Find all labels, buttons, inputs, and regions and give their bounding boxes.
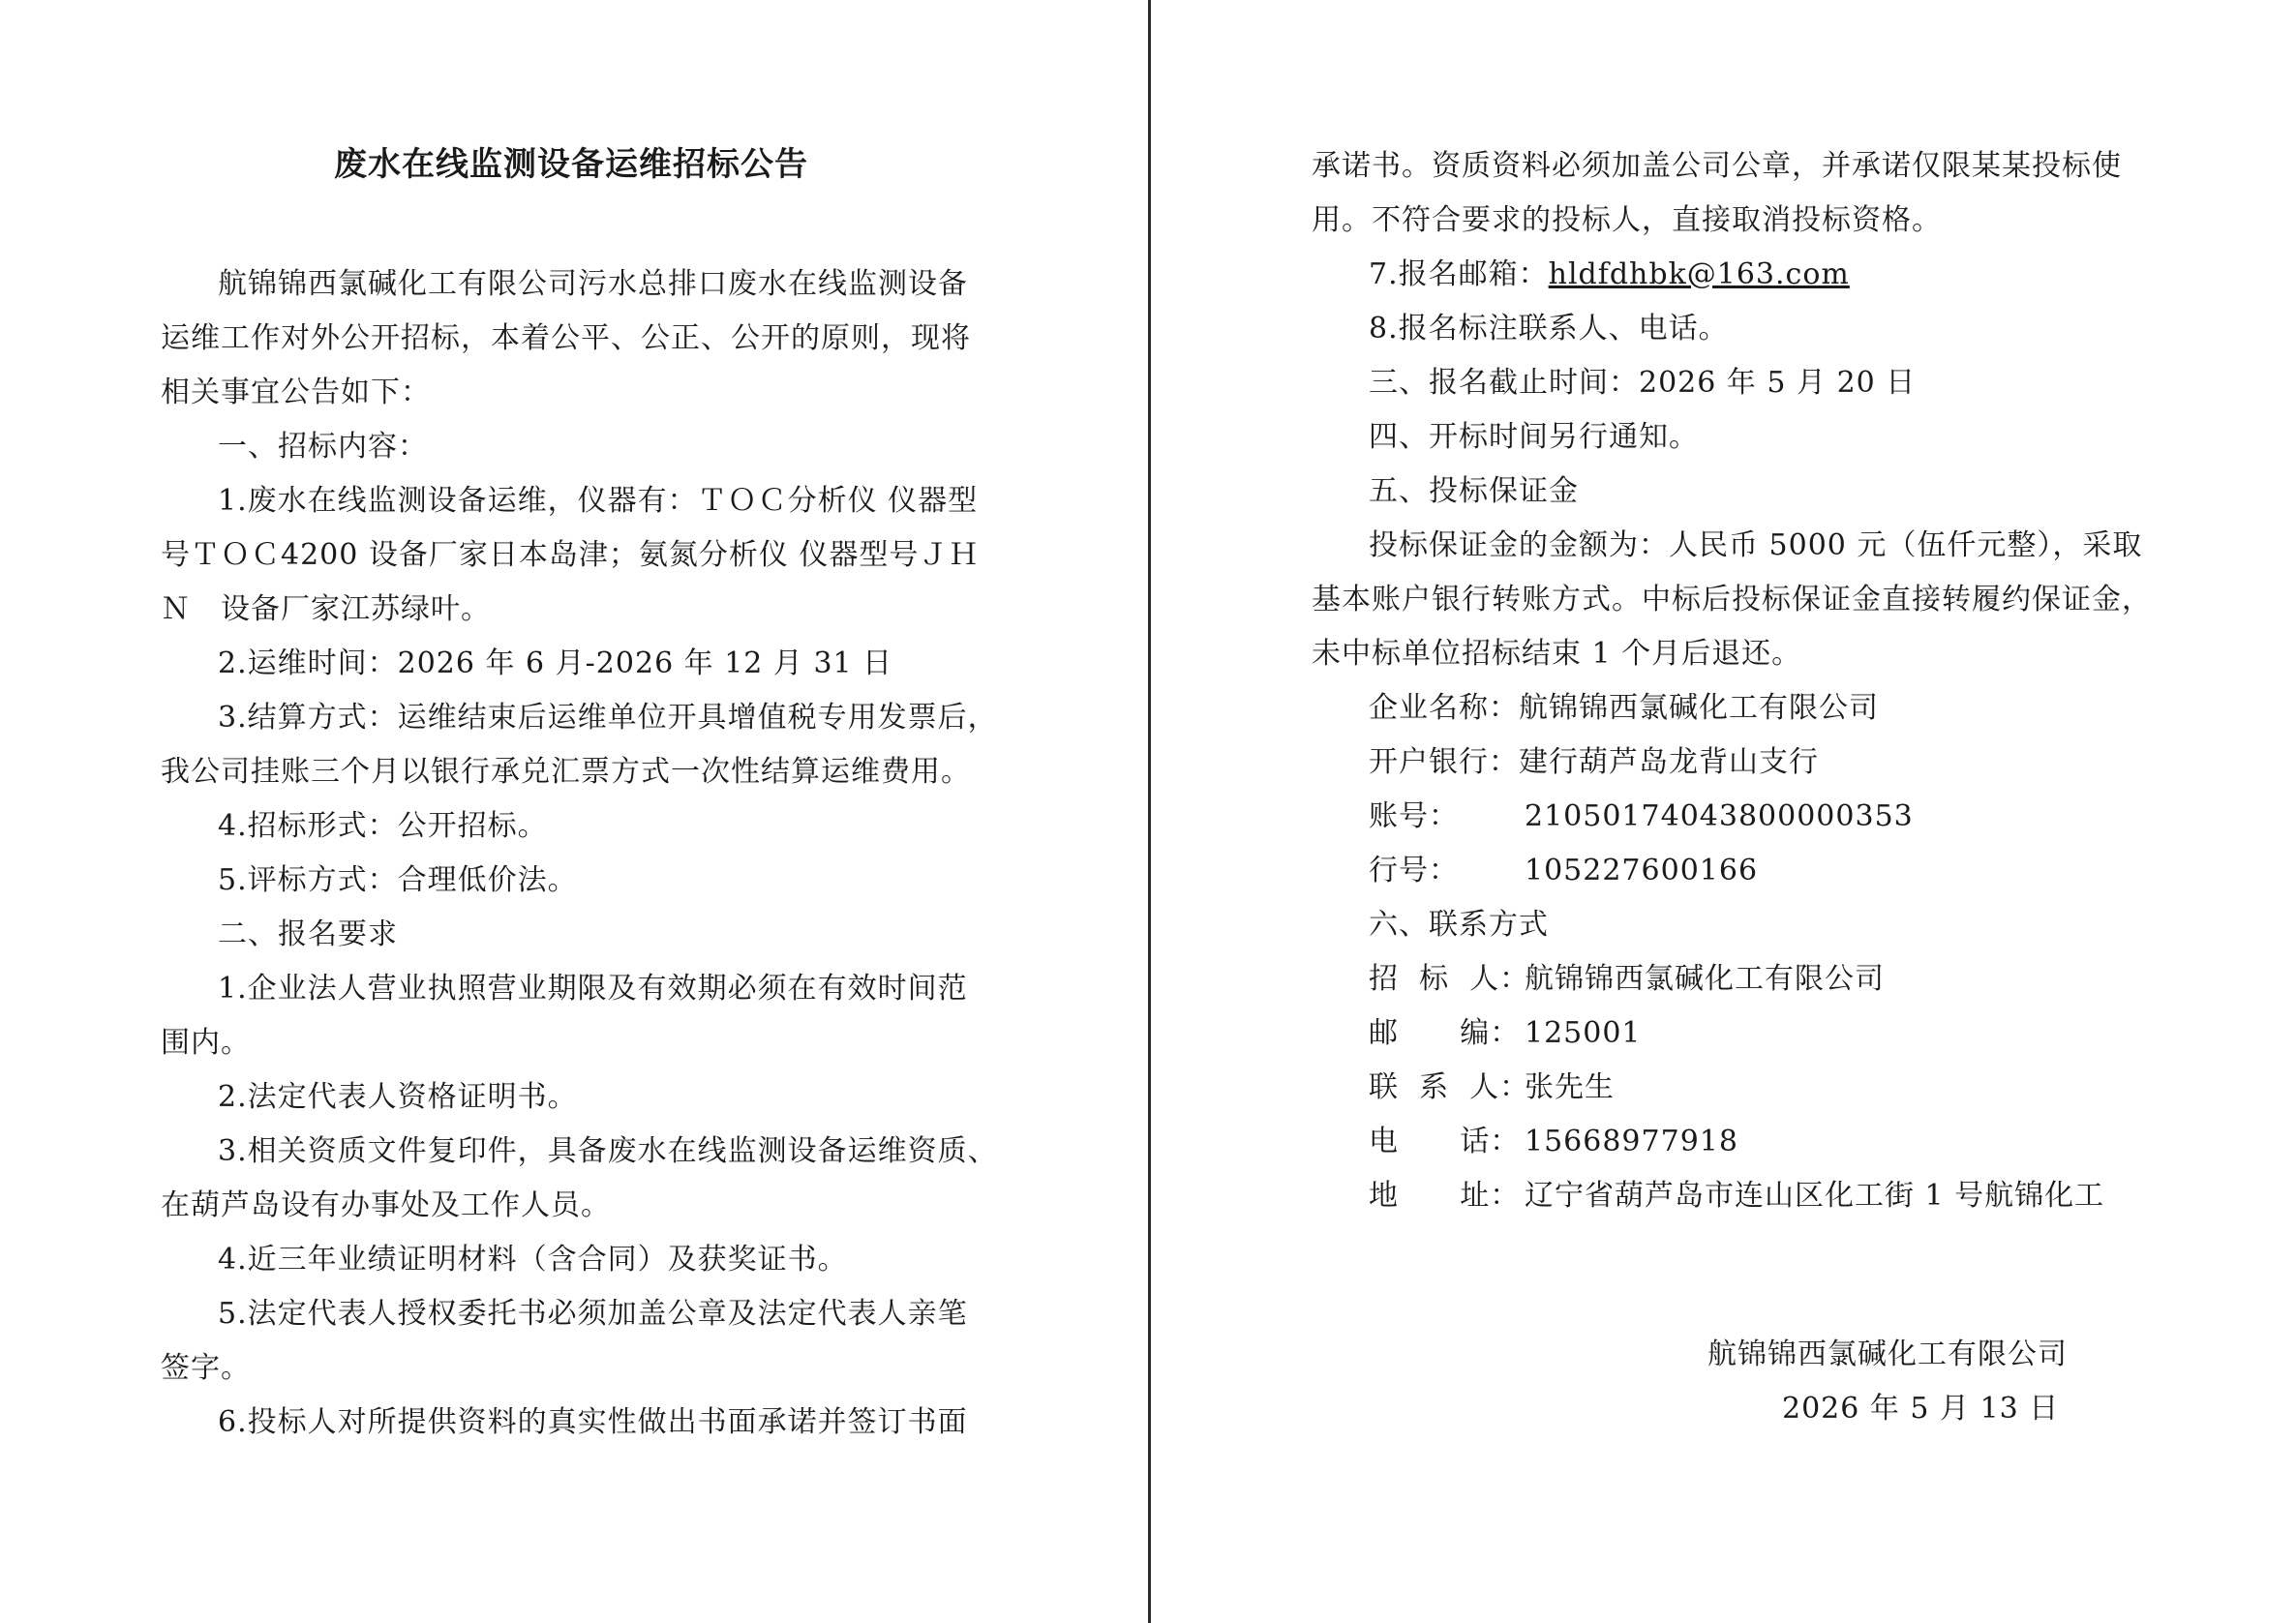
section-4-opening: 四、开标时间另行通知。 bbox=[1369, 420, 1699, 454]
company-name-label: 企业名称： bbox=[1369, 691, 1519, 725]
email-label: 7.报名邮箱： bbox=[1369, 257, 1549, 291]
item-1-1-line-2: 号ＴＯＣ4200 设备厂家日本岛津；氨氮分析仪 仪器型号ＪＨ bbox=[161, 538, 980, 572]
item-2-6-line-3: 用。不符合要求的投标人，直接取消投标资格。 bbox=[1312, 203, 1942, 237]
item-1-1-line-3: Ｎ 设备厂家江苏绿叶。 bbox=[161, 592, 491, 626]
account-label: 账号： bbox=[1369, 799, 1459, 833]
phone-value: 15668977918 bbox=[1525, 1125, 1738, 1158]
intro-line-2: 运维工作对外公开招标，本着公平、公正、公开的原则，现将 bbox=[161, 321, 971, 355]
tenderer-row bbox=[1369, 960, 2143, 999]
section-1-heading: 一、招标内容： bbox=[218, 430, 428, 464]
address-label: 地 址： bbox=[1369, 1179, 1521, 1213]
bank-code-label: 行号： bbox=[1369, 854, 1459, 887]
postcode-value: 125001 bbox=[1525, 1016, 1642, 1050]
item-2-1-line-2: 围内。 bbox=[161, 1026, 251, 1060]
phone-label: 电 话： bbox=[1369, 1125, 1521, 1158]
section-3-deadline: 三、报名截止时间：2026 年 5 月 20 日 bbox=[1369, 366, 1917, 400]
document-title: 废水在线监测设备运维招标公告 bbox=[334, 145, 808, 184]
phone-row bbox=[1369, 1123, 2143, 1161]
item-2-3-line-2: 在葫芦岛设有办事处及工作人员。 bbox=[161, 1188, 611, 1222]
postcode-label: 邮 编： bbox=[1369, 1016, 1521, 1050]
deposit-line-3: 未中标单位招标结束 1 个月后退还。 bbox=[1312, 637, 1802, 671]
item-1-2: 2.运维时间：2026 年 6 月-2026 年 12 月 31 日 bbox=[218, 646, 893, 680]
signature-date: 2026 年 5 月 13 日 bbox=[1782, 1392, 2060, 1426]
item-2-6-line-2: 承诺书。资质资料必须加盖公司公章，并承诺仅限某某投标使 bbox=[1312, 149, 2122, 183]
item-1-4: 4.招标形式：公开招标。 bbox=[218, 809, 548, 843]
item-2-5-line-2: 签字。 bbox=[161, 1351, 251, 1385]
address-value: 辽宁省葫芦岛市连山区化工街 1 号航锦化工 bbox=[1525, 1179, 2105, 1213]
item-2-3-line-1: 3.相关资质文件复印件，具备废水在线监测设备运维资质、 bbox=[218, 1134, 998, 1168]
signature-company: 航锦锦西氯碱化工有限公司 bbox=[1707, 1337, 2068, 1371]
item-1-3-line-2: 我公司挂账三个月以银行承兑汇票方式一次性结算运维费用。 bbox=[161, 755, 971, 789]
email-link[interactable]: hldfdhbk@163.com bbox=[1548, 257, 1850, 291]
item-2-7 bbox=[1369, 255, 1850, 294]
item-2-1-line-1: 1.企业法人营业执照营业期限及有效期必须在有效时间范 bbox=[218, 972, 968, 1006]
deposit-line-2: 基本账户银行转账方式。中标后投标保证金直接转履约保证金， bbox=[1312, 583, 2152, 616]
item-1-5: 5.评标方式：合理低价法。 bbox=[218, 863, 578, 897]
company-name-value: 航锦锦西氯碱化工有限公司 bbox=[1519, 691, 1879, 725]
section-5-heading: 五、投标保证金 bbox=[1369, 474, 1579, 508]
bank-label: 开户银行： bbox=[1369, 745, 1519, 779]
account-row bbox=[1369, 797, 2046, 836]
contact-person-value: 张先生 bbox=[1525, 1070, 1615, 1104]
bank-row bbox=[1369, 743, 1819, 782]
contact-person-row bbox=[1369, 1068, 2143, 1107]
section-2-heading: 二、报名要求 bbox=[218, 917, 398, 951]
company-name-row bbox=[1369, 689, 1879, 728]
account-value: 21050174043800000353 bbox=[1525, 799, 1914, 833]
intro-line-1: 航锦锦西氯碱化工有限公司污水总排口废水在线监测设备 bbox=[218, 267, 968, 301]
bank-code-row bbox=[1369, 852, 2046, 890]
section-6-heading: 六、联系方式 bbox=[1369, 908, 1549, 942]
item-1-3-line-1: 3.结算方式：运维结束后运维单位开具增值税专用发票后， bbox=[218, 701, 998, 735]
item-2-8: 8.报名标注联系人、电话。 bbox=[1369, 312, 1729, 346]
item-2-5-line-1: 5.法定代表人授权委托书必须加盖公章及法定代表人亲笔 bbox=[218, 1297, 968, 1331]
item-1-1-line-1: 1.废水在线监测设备运维，仪器有：ＴＯＣ分析仪 仪器型 bbox=[218, 484, 979, 518]
bank-code-value: 105227600166 bbox=[1525, 854, 1759, 887]
page-divider bbox=[1148, 0, 1151, 1623]
address-row bbox=[1369, 1177, 2143, 1216]
tenderer-value: 航锦锦西氯碱化工有限公司 bbox=[1525, 962, 1885, 996]
contact-person-label: 联 系 人： bbox=[1369, 1070, 1530, 1104]
postcode-row bbox=[1369, 1014, 2143, 1053]
tenderer-label: 招 标 人： bbox=[1369, 962, 1530, 996]
bank-value: 建行葫芦岛龙背山支行 bbox=[1519, 745, 1819, 779]
item-2-4: 4.近三年业绩证明材料（含合同）及获奖证书。 bbox=[218, 1243, 848, 1277]
intro-line-3: 相关事宜公告如下： bbox=[161, 376, 431, 409]
item-2-2: 2.法定代表人资格证明书。 bbox=[218, 1080, 578, 1114]
deposit-line-1: 投标保证金的金额为：人民币 5000 元（伍仟元整），采取 bbox=[1369, 528, 2143, 562]
item-2-6-line-1: 6.投标人对所提供资料的真实性做出书面承诺并签订书面 bbox=[218, 1405, 968, 1439]
